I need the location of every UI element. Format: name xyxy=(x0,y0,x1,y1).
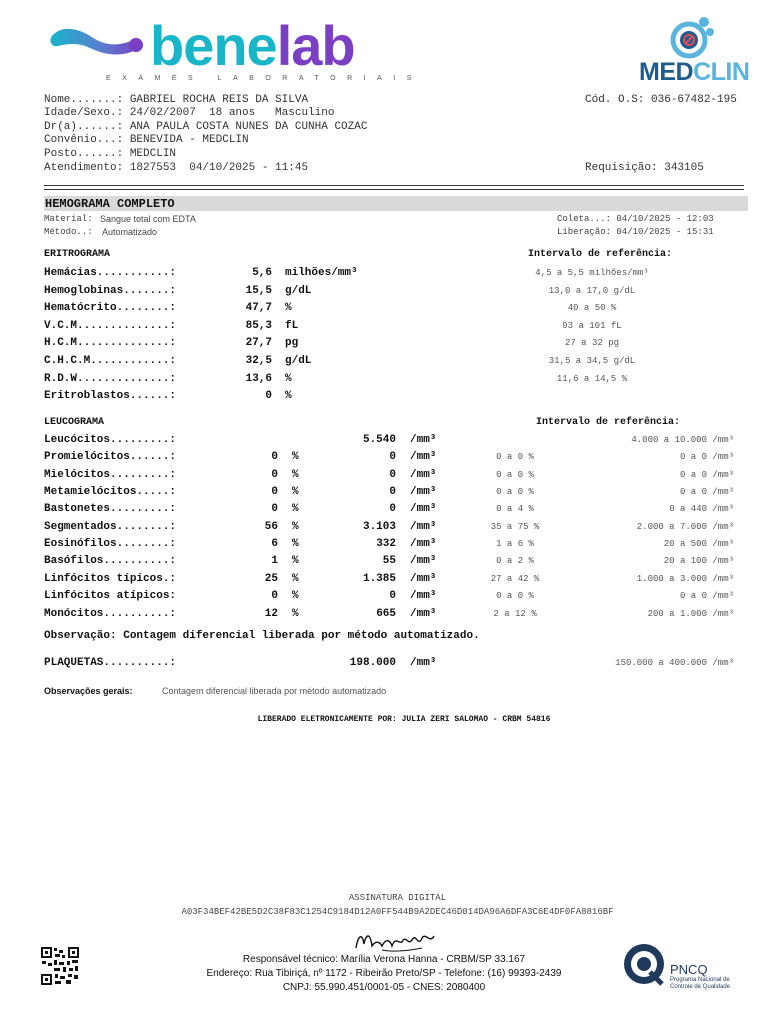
leucograma-row-pct: 0 xyxy=(271,503,278,515)
eritrograma-ref-heading: Intervalo de referência: xyxy=(528,249,673,260)
leucograma-row-abs: 0 xyxy=(389,469,396,481)
leucograma-row-ref-abs: 0 a 0 /mm³ xyxy=(679,487,734,497)
eritrograma-row-value: 5,6 xyxy=(252,267,272,279)
leucograma-row-pct-unit: % xyxy=(292,503,299,515)
partner-suffix: CLIN xyxy=(693,58,750,86)
leucograma-row-ref-abs: 20 a 100 /mm³ xyxy=(663,556,734,566)
leucograma-row-pct-unit: % xyxy=(292,573,299,585)
eritrograma-row-unit: pg xyxy=(285,337,299,349)
leucograma-heading: LEUCOGRAMA xyxy=(44,417,105,428)
eritrograma-row-label: V.C.M..............: xyxy=(44,320,177,332)
material-value: Sangue total com EDTA xyxy=(100,214,196,224)
eritrograma-row-label: H.C.M..............: xyxy=(44,337,177,349)
eritrograma-row-label: Eritroblastos......: xyxy=(44,390,177,402)
pncq-emblem-icon xyxy=(622,942,668,986)
leucograma-row-ref-pct: 2 a 12 % xyxy=(493,609,537,619)
leucograma-row-ref-pct: 0 a 2 % xyxy=(496,556,534,566)
brand-suffix: lab xyxy=(276,14,355,77)
eritrograma-row-ref: 4,5 a 5,5 milhões/mm³ xyxy=(535,268,649,278)
qr-code-icon xyxy=(40,946,80,986)
leucograma-row-pct-unit: % xyxy=(292,469,299,481)
leucograma-row-unit: /mm³ xyxy=(410,590,437,602)
leucograma-row-pct: 0 xyxy=(271,590,278,602)
leucograma-row-label: Monócitos..........: xyxy=(44,608,177,620)
leucograma-row-abs: 0 xyxy=(389,590,396,602)
leucograma-row-ref-abs: 1.000 a 3.000 /mm³ xyxy=(636,574,734,584)
pncq-title: PNCQ xyxy=(670,962,708,977)
eritrograma-row-value: 15,5 xyxy=(245,285,272,297)
eritrograma-row-ref: 40 a 50 % xyxy=(567,303,617,313)
eritrograma-row-unit: milhões/mm³ xyxy=(285,267,358,279)
leucograma-row-ref-pct: 27 a 42 % xyxy=(490,574,540,584)
eritrograma-row-ref: 11,6 a 14,5 % xyxy=(556,374,628,384)
header-divider-top xyxy=(44,185,744,186)
eritrograma-row-ref: 13,0 a 17,0 g/dL xyxy=(548,286,636,296)
platelets-unit: /mm³ xyxy=(410,657,437,669)
method-value: Automatizado xyxy=(102,227,158,237)
leucograma-row-unit: /mm³ xyxy=(410,538,437,550)
leucograma-row-unit: /mm³ xyxy=(410,486,437,498)
leucograma-row-abs: 665 xyxy=(376,608,396,620)
leucograma-row-abs: 0 xyxy=(389,451,396,463)
method-label: Método..: xyxy=(44,227,93,237)
leucograma-row-ref-pct: 0 a 0 % xyxy=(496,591,534,601)
leucograma-row-ref-pct: 0 a 0 % xyxy=(496,487,534,497)
medclin-wordmark xyxy=(639,60,749,85)
leucograma-row-abs: 0 xyxy=(389,503,396,515)
exam-title: HEMOGRAMA COMPLETO xyxy=(45,197,175,211)
leucograma-row-label: Eosinófilos........: xyxy=(44,538,177,550)
patient-doctor: Dr(a)......: ANA PAULA COSTA NUNES DA CUNHA COZAC xyxy=(44,121,368,133)
eritrograma-row-value: 0 xyxy=(265,390,272,402)
leucograma-row-label: Linfócitos típicos.: xyxy=(44,573,177,585)
leucograma-row-label: Mielócitos.........: xyxy=(44,469,177,481)
eritrograma-row-label: Hemácias...........: xyxy=(44,267,177,279)
eritrograma-row-unit: g/dL xyxy=(285,285,312,297)
eritrograma-row-unit: fL xyxy=(285,320,299,332)
leucograma-row-pct: 12 xyxy=(264,608,278,620)
eritrograma-row-label: Hemoglobinas.......: xyxy=(44,285,177,297)
leucograma-row-unit: /mm³ xyxy=(410,469,437,481)
platelets-ref: 150.000 a 400.000 /mm³ xyxy=(615,658,734,668)
observation-note: Observação: Contagem diferencial liberada por método automatizado. xyxy=(44,630,480,642)
general-notes-label: Observações gerais: xyxy=(44,686,133,696)
leucograma-row-abs: 5.540 xyxy=(362,434,396,446)
leucograma-row-abs: 1.385 xyxy=(362,573,396,585)
leucograma-row-pct-unit: % xyxy=(292,451,299,463)
leucograma-row-label: Bastonetes.........: xyxy=(44,503,177,515)
leucograma-row-label: Metamielócitos.....: xyxy=(44,486,177,498)
benelab-wordmark xyxy=(150,14,355,77)
leucograma-row-unit: /mm³ xyxy=(410,573,437,585)
brand-tagline: EXAMES LABORATORIAIS xyxy=(106,75,423,82)
leucograma-row-unit: /mm³ xyxy=(410,503,437,515)
partner-prefix: MED xyxy=(639,58,694,86)
leucograma-row-unit: /mm³ xyxy=(410,555,437,567)
leucograma-ref-heading: Intervalo de referência: xyxy=(536,417,681,428)
leucograma-row-ref-abs: 4.000 a 10.000 /mm³ xyxy=(631,435,734,445)
eritrograma-row-value: 32,5 xyxy=(245,355,272,367)
leucograma-row-ref-abs: 0 a 0 /mm³ xyxy=(679,452,734,462)
eritrograma-row-label: C.H.C.M............: xyxy=(44,355,177,367)
leucograma-row-ref-abs: 20 a 500 /mm³ xyxy=(663,539,734,549)
leucograma-row-ref-abs: 0 a 0 /mm³ xyxy=(679,470,734,480)
digital-signature-hash: A03F34BEF42BE5D2C38F83C1254C9184D12A0FF544B9A2DEC46D014DA96A6DFA3C6E4DF0FA8816BF xyxy=(181,907,614,917)
collection-date: Coleta...: 04/10/2025 - 12:03 xyxy=(557,214,714,224)
address: Endereço: Rua Tibiriçá, nº 1172 - Ribeirão Preto/SP - Telefone: (16) 99393-2439 xyxy=(206,968,562,979)
medclin-emblem-icon xyxy=(668,14,718,60)
eritrograma-row-label: R.D.W..............: xyxy=(44,373,177,385)
header-divider-bottom xyxy=(44,189,744,190)
leucograma-row-ref-abs: 0 a 0 /mm³ xyxy=(679,591,734,601)
eritrograma-row-ref: 31,5 a 34,5 g/dL xyxy=(548,356,636,366)
leucograma-row-ref-pct: 0 a 0 % xyxy=(496,452,534,462)
brand-prefix: bene xyxy=(150,14,277,77)
eritrograma-row-ref: 93 a 101 fL xyxy=(562,321,622,331)
patient-attendance: Atendimento: 1827553 04/10/2025 - 11:45 xyxy=(44,162,309,174)
technical-responsible: Responsável técnico: Marília Verona Hanna - CRBM/SP 33.167 xyxy=(242,954,526,965)
leucograma-row-pct-unit: % xyxy=(292,555,299,567)
leucograma-row-pct-unit: % xyxy=(292,608,299,620)
leucograma-row-label: Segmentados........: xyxy=(44,521,177,533)
leucograma-row-abs: 3.103 xyxy=(362,521,396,533)
eritrograma-row-value: 85,3 xyxy=(245,320,272,332)
eritrograma-row-value: 47,7 xyxy=(245,302,272,314)
order-code: Cód. O.S: 036-67482-195 xyxy=(585,94,737,106)
leucograma-row-label: Promielócitos......: xyxy=(44,451,177,463)
platelets-label: PLAQUETAS..........: xyxy=(44,657,177,669)
leucograma-row-ref-pct: 1 a 6 % xyxy=(496,539,534,549)
platelets-value: 198.000 xyxy=(349,657,396,669)
leucograma-row-label: Linfócitos atípicos: xyxy=(44,590,177,602)
patient-age-sex: Idade/Sexo.: 24/02/2007 18 anos Masculino xyxy=(44,107,335,119)
leucograma-row-pct-unit: % xyxy=(292,590,299,602)
leucograma-row-pct: 25 xyxy=(264,573,278,585)
general-notes-text: Contagem diferencial liberada por método automatizado xyxy=(162,686,387,696)
leucograma-row-ref-pct: 0 a 0 % xyxy=(496,470,534,480)
leucograma-row-abs: 0 xyxy=(389,486,396,498)
leucograma-row-ref-abs: 0 a 440 /mm³ xyxy=(669,504,734,514)
eritrograma-row-unit: % xyxy=(285,373,292,385)
pncq-subtitle-1: Programa Nacional de xyxy=(670,977,730,983)
released-by: LIBERADO ELETRONICAMENTE POR: JULIA ZERI SALOMAO - CRBM 54816 xyxy=(257,715,551,724)
eritrograma-row-unit: g/dL xyxy=(285,355,312,367)
leucograma-row-pct: 6 xyxy=(271,538,278,550)
leucograma-row-unit: /mm³ xyxy=(410,434,437,446)
eritrograma-heading: ERITROGRAMA xyxy=(44,249,111,260)
leucograma-row-pct-unit: % xyxy=(292,486,299,498)
material-label: Material: xyxy=(44,214,93,224)
eritrograma-row-value: 13,6 xyxy=(245,373,272,385)
leucograma-row-unit: /mm³ xyxy=(410,608,437,620)
eritrograma-row-unit: % xyxy=(285,302,292,314)
leucograma-row-ref-abs: 2.000 a 7.000 /mm³ xyxy=(636,522,734,532)
leucograma-row-pct: 56 xyxy=(264,521,278,533)
leucograma-row-pct: 1 xyxy=(271,555,278,567)
leucograma-row-pct-unit: % xyxy=(292,521,299,533)
leucograma-row-label: Basófilos..........: xyxy=(44,555,177,567)
digital-signature-label: ASSINATURA DIGITAL xyxy=(348,893,447,903)
benelab-swoosh-icon xyxy=(50,22,145,62)
requisition: Requisição: 343105 xyxy=(585,162,704,174)
leucograma-row-ref-pct: 0 a 4 % xyxy=(496,504,534,514)
patient-insurance: Convênio...: BENEVIDA - MEDCLIN xyxy=(44,134,249,146)
leucograma-row-pct: 0 xyxy=(271,469,278,481)
leucograma-row-pct: 0 xyxy=(271,486,278,498)
pncq-subtitle-2: Controle de Qualidade xyxy=(670,984,731,990)
leucograma-row-pct: 0 xyxy=(271,451,278,463)
leucograma-row-abs: 332 xyxy=(376,538,396,550)
leucograma-row-ref-abs: 200 a 1.000 /mm³ xyxy=(647,609,734,619)
release-date: Liberação: 04/10/2025 - 15:31 xyxy=(557,227,714,237)
patient-post: Posto......: MEDCLIN xyxy=(44,148,177,160)
eritrograma-row-label: Hematócrito........: xyxy=(44,302,177,314)
leucograma-row-abs: 55 xyxy=(382,555,396,567)
handwritten-signature xyxy=(352,926,438,956)
leucograma-row-label: Leucócitos.........: xyxy=(44,434,177,446)
eritrograma-row-ref: 27 a 32 pg xyxy=(564,338,619,348)
eritrograma-row-unit: % xyxy=(285,390,292,402)
patient-name: Nome.......: GABRIEL ROCHA REIS DA SILVA xyxy=(44,94,309,106)
company-registration: CNPJ: 55.990.451/0001-05 - CNES: 2080400 xyxy=(282,982,486,993)
eritrograma-row-value: 27,7 xyxy=(245,337,272,349)
leucograma-row-ref-pct: 35 a 75 % xyxy=(490,522,540,532)
leucograma-row-pct-unit: % xyxy=(292,538,299,550)
leucograma-row-unit: /mm³ xyxy=(410,521,437,533)
leucograma-row-unit: /mm³ xyxy=(410,451,437,463)
